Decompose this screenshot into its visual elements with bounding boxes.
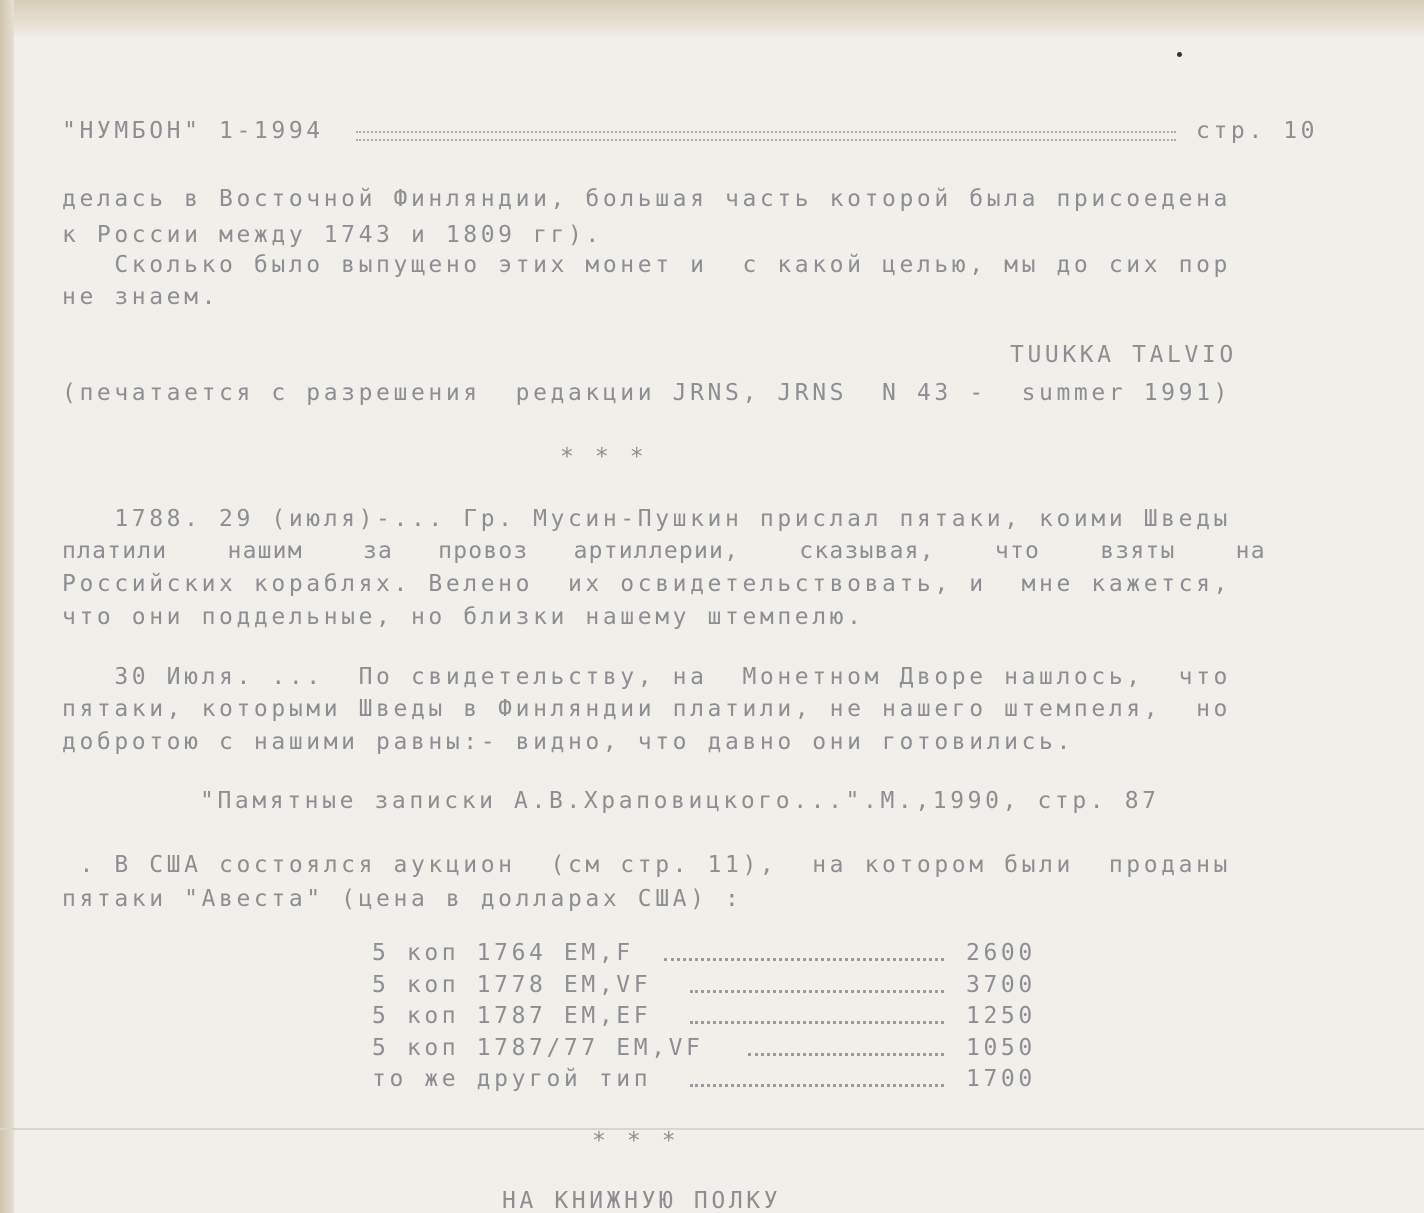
quote-line: 30 Июля. ... По свидетельству, на Монетном Дворе нашлось, что [62,664,1231,690]
paper-left-edge [0,0,14,1213]
price-item: 5 коп 1764 ЕМ,F [372,940,634,966]
section-heading: НА КНИЖНУЮ ПОЛКУ [502,1188,782,1213]
leader-dots [690,1084,944,1087]
quote-line: Российских кораблях. Велено их освидетельствовать, и мне кажется, [62,571,1231,597]
price-value: 2600 [966,940,1036,966]
quote-line: пятаки, которыми Шведы в Финляндии платили, не нашего штемпеля, но [62,696,1231,722]
header-divider [356,131,1176,141]
reprint-note: (печатается с разрешения редакции JRNS, JRNS N 43 - summer 1991) [62,380,1231,406]
ink-speck [1177,52,1182,57]
price-row [372,940,1052,972]
price-row [372,972,1052,1004]
section-separator: * * * [560,444,648,470]
leader-dots [690,1021,944,1024]
price-item: 5 коп 1787 ЕМ,EF [372,1003,652,1029]
price-value: 1250 [966,1003,1036,1029]
header-page-number: стр. 10 [1196,118,1319,144]
price-item: то же другой тип [372,1066,652,1092]
auction-line: . В США состоялся аукцион (см стр. 11), на котором были проданы [62,852,1231,878]
section-separator: * * * [592,1128,680,1154]
quote-line: что они поддельные, но близки нашему штемпелю. [62,604,865,630]
paragraph-line: не знаем. [62,284,220,310]
leader-dots [748,1053,944,1056]
paper-fold-line [0,1128,1424,1130]
price-value: 3700 [966,971,1036,998]
header-publication: "НУМБОН" 1-1994 [62,118,324,144]
leader-dots [664,958,944,961]
paragraph-line: Сколько было выпущено этих монет и с какой целью, мы до сих пор [62,252,1231,278]
price-row [372,1066,1052,1098]
price-row [372,1035,1052,1067]
price-row [372,1003,1052,1035]
price-item: 5 коп 1787/77 ЕМ,VF [372,1034,704,1061]
price-item: 5 коп 1778 ЕМ,VF [372,971,652,998]
auction-line: пятаки "Авеста" (цена в долларах США) : [62,886,743,912]
author-signature: TUUKKA TALVIO [1010,342,1237,368]
price-value: 1700 [966,1066,1036,1092]
quote-line: платили нашим за провоз артиллерии, сказывая, что взяты на [62,538,1266,564]
quote-line: добротою с нашими равны:- видно, что давно они готовились. [62,729,1074,755]
paragraph-line: к России между 1743 и 1809 гг). [62,222,603,248]
price-list [372,940,1052,1098]
quote-line: 1788. 29 (июля)-... Гр. Мусин-Пушкин прислал пятаки, коими Шведы [62,506,1231,532]
price-value: 1050 [966,1034,1036,1061]
quote-source: "Памятные записки А.В.Храповицкого...".М.,1990, стр. 87 [200,788,1160,814]
leader-dots [690,990,944,993]
paragraph-line: делась в Восточной Финляндии, большая часть которой была присоедена [62,186,1231,212]
paper-top-edge [0,0,1424,36]
